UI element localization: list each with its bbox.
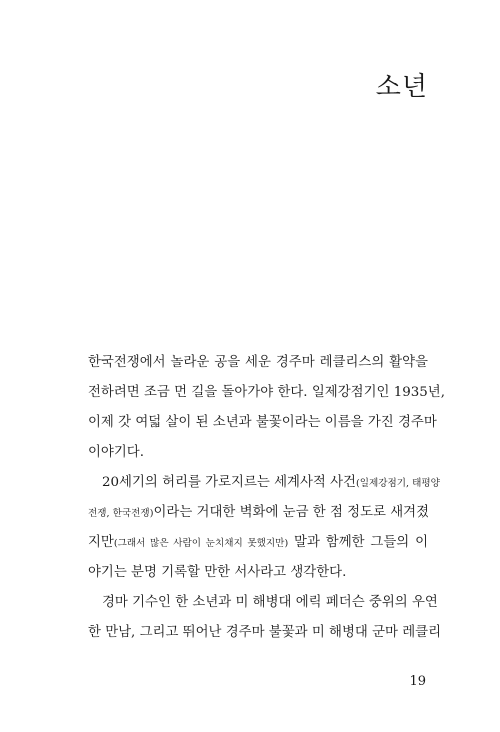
text-segment: 지만: [88, 535, 114, 550]
text-segment: 20세기의 허리를 가로지르는 세계사적 사건: [102, 475, 356, 490]
text-annotation: (일제강점기, 태평양: [355, 478, 440, 489]
text-segment: 말과 함께한 그들의 이: [288, 535, 428, 550]
text-line: [88, 438, 428, 468]
text-line: [88, 498, 428, 528]
text-line: [88, 348, 428, 378]
text-segment: 전하려면 조금 먼 길을 돌아가야 한다. 일제강점기인 1935년,: [88, 385, 445, 400]
text-segment: 이라는 거대한 벽화에 눈금 한 점 정도로 새겨졌: [153, 505, 430, 520]
text-segment: 야기는 분명 기록할 만한 서사라고 생각한다.: [88, 565, 347, 580]
text-line: [88, 618, 442, 648]
body-text: [88, 348, 445, 648]
text-line: [88, 588, 438, 618]
chapter-title: 소년: [375, 72, 428, 102]
text-segment: 이야기다.: [88, 445, 144, 460]
text-line: [88, 468, 440, 498]
text-line: [88, 408, 437, 438]
text-line: [88, 558, 428, 588]
text-line: [88, 528, 428, 558]
text-annotation: (그래서 많은 사람이 눈치채지 못했지만): [113, 538, 289, 549]
text-segment: 한 만남, 그리고 뛰어난 경주마 불꽃과 미 해병대 군마 레클리: [88, 625, 442, 640]
text-segment: 이제 갓 여덟 살이 된 소년과 불꽃이라는 이름을 가진 경주마: [88, 415, 437, 430]
text-line: [88, 378, 445, 408]
text-segment: 경마 기수인 한 소년과 미 해병대 에릭 페더슨 중위의 우연: [102, 595, 438, 610]
text-annotation: 전쟁, 한국전쟁): [88, 508, 154, 519]
text-segment: 한국전쟁에서 놀라운 공을 세운 경주마 레클리스의 활약을: [88, 355, 428, 370]
page-number: 19: [409, 674, 426, 689]
